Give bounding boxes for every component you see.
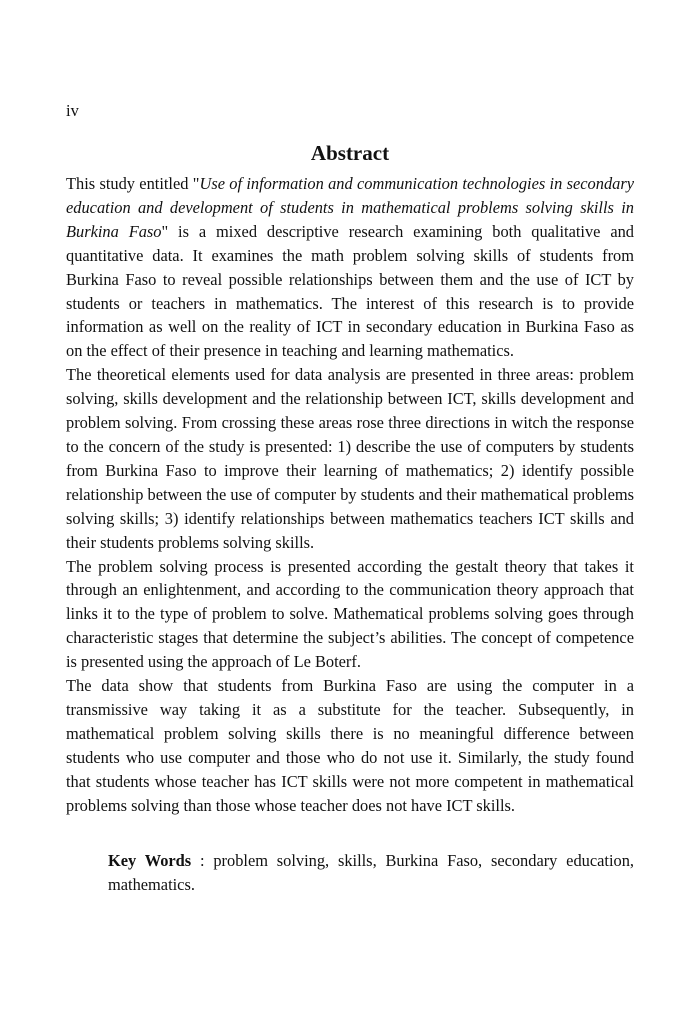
keywords-block: [108, 849, 634, 897]
study-title: Use of information and communication technologies in secondary education and development of students in mathematical problems solving skills in Burkina Faso: [66, 174, 634, 241]
paragraph-1-intro: This study entitled ": [66, 174, 200, 193]
keywords-label: Key Words: [108, 851, 192, 870]
abstract-title-text: Abstract: [310, 141, 390, 165]
abstract-paragraph-3: The problem solving process is presented according the gestalt theory that takes it through an enlightenment, and according to the communication theory approach that links it to the type of problem to solve. Mathematical problems solving goes through characteristic stages that determine the subject’s abilities. The concept of competence is presented using the approach of Le Boterf.: [66, 556, 634, 672]
abstract-paragraph-4: The data show that students from Burkina Faso are using the computer in a transmissive way taking it as a substitute for the teacher. Subsequently, in mathematical problem solving skills there is no meaningful difference between students who use computer and those who do not use it. Similarly, the study found that students whose teacher has ICT skills were not more competent in mathematical problems solving than those whose teacher does not have ICT skills.: [66, 676, 634, 815]
page-number: iv: [66, 101, 79, 120]
keywords-value: problem solving, skills, Burkina Faso, secondary education, mathematics.: [108, 851, 634, 894]
abstract-title: [0, 140, 700, 166]
abstract-paragraph-2: The theoretical elements used for data analysis are presented in three areas: problem solving, skills development and the relationship between ICT, skills development and problem solving. From crossing these areas rose three directions in witch the response to the concern of the study is presented: 1) describe the use of computers by students from Burkina Faso to improve their learning of mathematics; 2) identify possible relationship between the use of computer by students and their mathematical problems solving skills; 3) identify relationships between mathematics teachers ICT skills and their students problems solving skills.: [66, 365, 634, 552]
keywords-separator: :: [191, 851, 214, 870]
abstract-paragraph-1: [66, 172, 634, 363]
paragraph-1-rest: " is a mixed descriptive research examining both qualitative and quantitative data. It examines the math problem solving skills of students from Burkina Faso to reveal possible relationships between them and the use of ICT by students or teachers in mathematics. The interest of this research is to provide information as well on the reality of ICT in secondary education in Burkina Faso as on the effect of their presence in teaching and learning mathematics.: [66, 221, 635, 361]
abstract-body: [66, 172, 634, 817]
